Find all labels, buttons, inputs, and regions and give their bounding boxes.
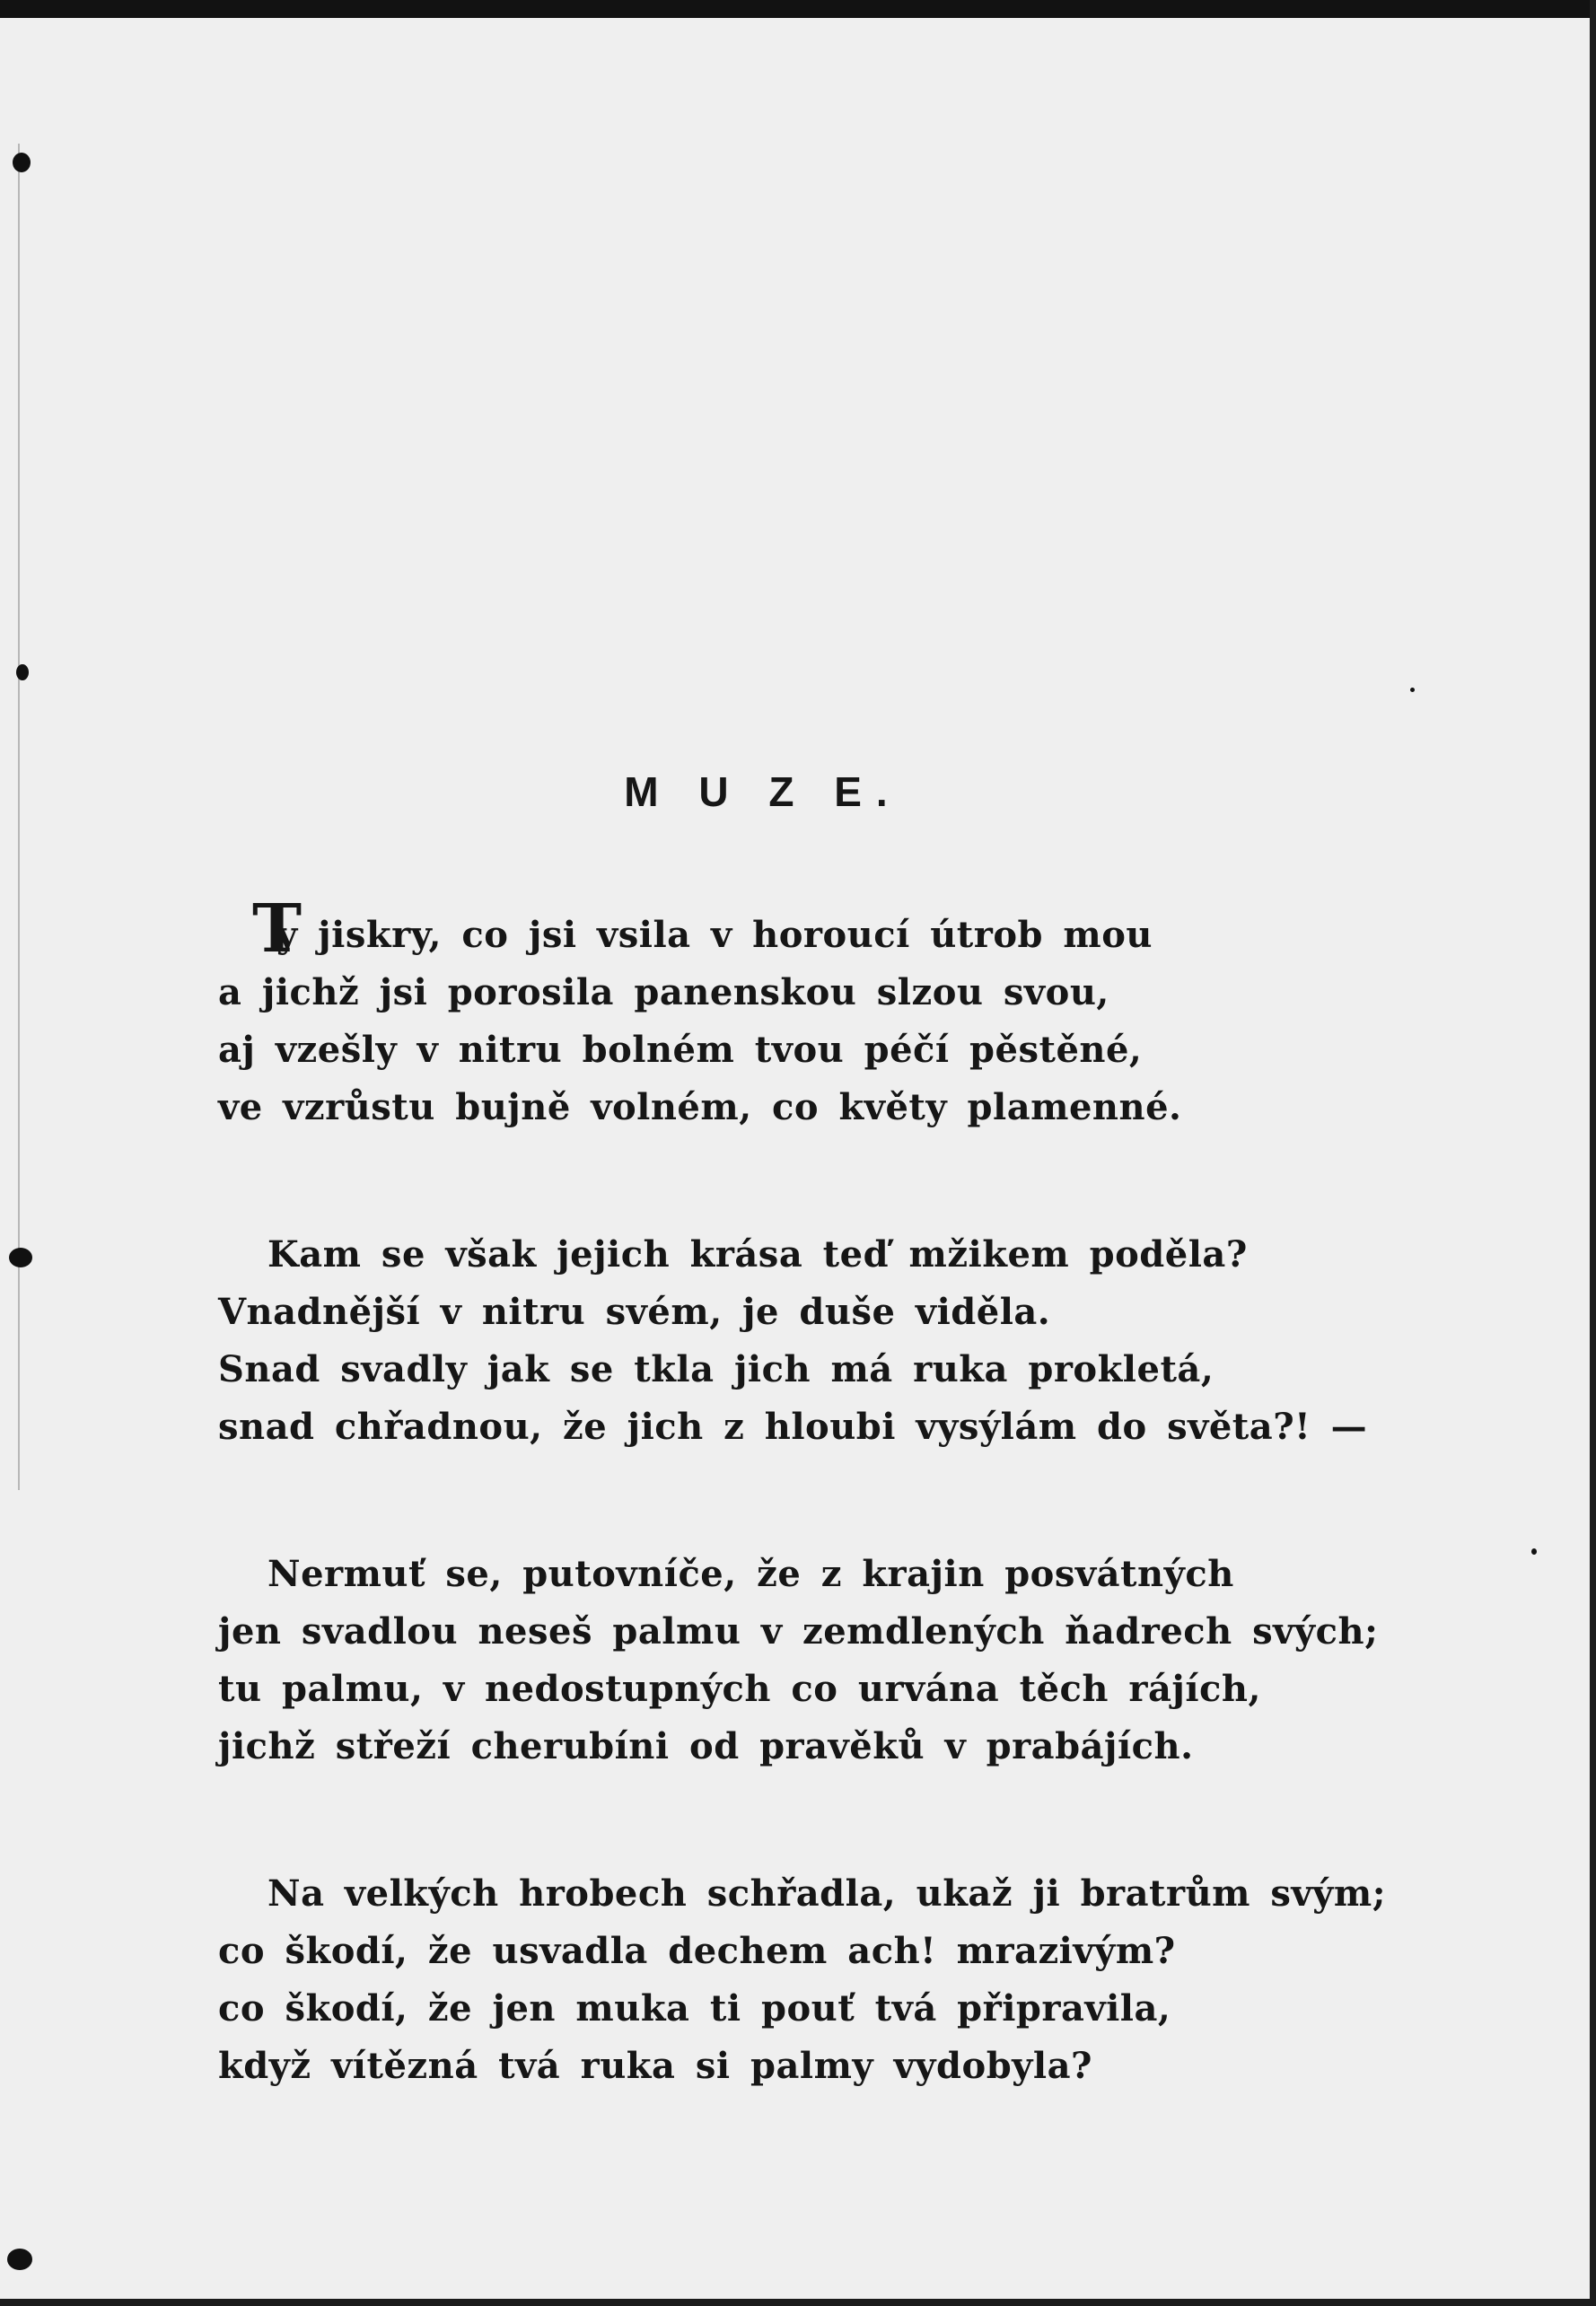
poem-line: co škodí, že usvadla dechem ach! mrazivým? [218, 1930, 1176, 1972]
poem-line [218, 890, 1349, 968]
poem-line: a jichž jsi porosila panenskou slzou svou, [218, 971, 1109, 1013]
first-line-text: y jiskry, co jsi vsila v horoucí útrob mou [276, 914, 1153, 956]
poem-title: M U Z E. [624, 768, 902, 815]
stanza-3 [218, 1546, 1379, 1776]
stanza-2 [218, 1226, 1368, 1456]
scan-speck [9, 1248, 32, 1267]
drop-cap: T [252, 890, 303, 968]
poem-line: když vítězná tvá ruka si palmy vydobyla? [218, 2045, 1092, 2087]
poem-line: snad chřadnou, že jich z hloubi vysýlám do světa?! — [218, 1406, 1368, 1448]
scan-speck [1531, 1548, 1537, 1555]
scan-speck [1410, 688, 1415, 692]
left-scan-edge [18, 144, 20, 1490]
stanza-1 [218, 890, 1349, 1136]
poem-line: Snad svadly jak se tkla jich má ruka prokletá, [218, 1348, 1215, 1390]
scan-speck [13, 153, 31, 172]
poem-body [218, 890, 1386, 2185]
poem-line: aj vzešly v nitru bolném tvou péčí pěstěné, [218, 1029, 1143, 1071]
stanza-4 [218, 1865, 1386, 2095]
scan-speck [16, 664, 29, 680]
poem-line: Vnadnější v nitru svém, je duše viděla. [218, 1291, 1051, 1333]
right-scan-edge [1590, 0, 1596, 2306]
poem-line: Na velkých hrobech schřadla, ukaž ji bratrům svým; [267, 1872, 1386, 1915]
bottom-scan-edge [0, 2299, 1596, 2306]
poem-line: jen svadlou neseš palmu v zemdlených ňadrech svých; [218, 1610, 1379, 1653]
poem-line: Kam se však jejich krása teď mžikem poděla? [267, 1233, 1248, 1276]
poem-line: Nermuť se, putovníče, že z krajin posvátných [267, 1553, 1234, 1595]
scan-speck [7, 2249, 32, 2270]
poem-line: ve vzrůstu bujně volném, co květy plamenné. [218, 1086, 1182, 1128]
poem-line: co škodí, že jen muka ti pouť tvá připravila, [218, 1987, 1171, 2030]
top-scan-edge [0, 0, 1596, 18]
poem-line: tu palmu, v nedostupných co urvána těch rájích, [218, 1668, 1261, 1710]
poem-line: jichž střeží cherubíni od pravěků v prabájích. [218, 1725, 1194, 1767]
